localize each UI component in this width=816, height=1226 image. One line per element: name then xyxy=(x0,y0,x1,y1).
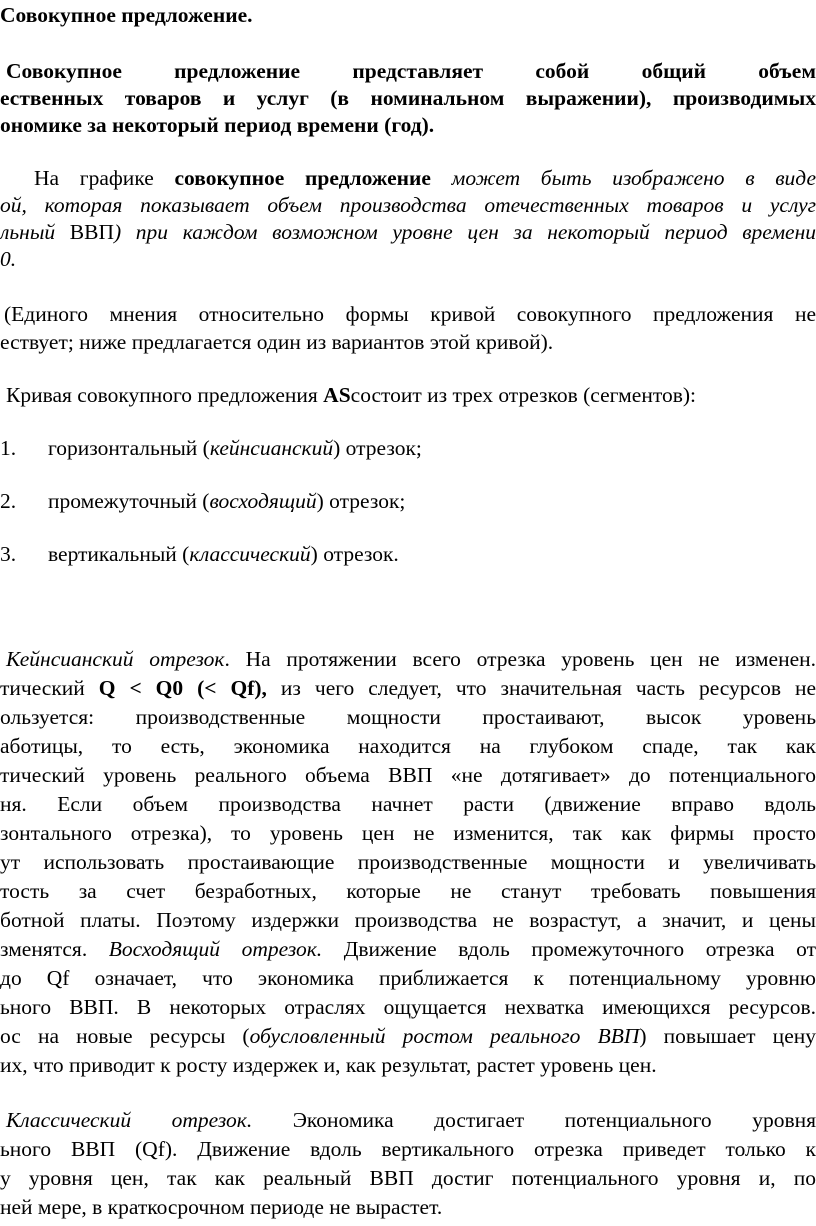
as-curve-line: Кривая совокупного предложения ASсостоит из трех отрезков (сегментов): xyxy=(6,383,696,407)
keynes-line-5: тический уровень реального объема ВВП «не дотягивает» до потенциального xyxy=(0,763,816,787)
graph-para-line-2: ой, которая показывает объем производства отечественных товаров и услуг xyxy=(0,193,816,217)
keynes-line-7: зонтального отрезка), то уровень цен не изменится, так как фирмы просто xyxy=(0,821,816,845)
keynes-line-2: тический Q < Q0 (< Qf), из чего следует, что значительная часть ресурсов не xyxy=(0,676,816,700)
keynes-line-1: Кейнсианский отрезок. На протяжении всего отрезка уровень цен не изменен. xyxy=(6,647,816,671)
keynes-line-4: аботицы, то есть, экономика находится на глубоком спаде, так как xyxy=(0,734,816,758)
classic-line-3: у уровня цен, так как реальный ВВП достиг потенциального уровня и, по xyxy=(0,1166,816,1190)
list-item-number: 3. xyxy=(0,542,17,566)
classic-line-1: Классический отрезок. Экономика достигает потенциального уровня xyxy=(6,1108,816,1132)
list-item-number: 1. xyxy=(0,436,17,460)
list-item-number: 2. xyxy=(0,489,17,513)
graph-para-line-4: 0. xyxy=(0,247,17,271)
definition-line-3: ономике за некоторый период времени (год). xyxy=(0,113,435,137)
keynes-line-15: их, что приводит к росту издержек и, как результат, растет уровень цен. xyxy=(0,1053,657,1077)
list-item: 1. горизонтальный (кейнсианский) отрезок; xyxy=(0,436,422,460)
opinion-line-2: ествует; ниже предлагается один из вариантов этой кривой). xyxy=(0,330,554,354)
keynes-line-12: до Qf означает, что экономика приближается к потенциальному уровню xyxy=(0,966,816,990)
definition-line-1: Совокупное предложение представляет собой общий объем xyxy=(6,59,816,83)
keynes-line-6: ня. Если объем производства начнет расти (движение вправо вдоль xyxy=(0,792,816,816)
page-title: Совокупное предложение. xyxy=(0,3,253,27)
graph-para-line-3: льный ВВП) при каждом возможном уровне цен за некоторый период времени xyxy=(0,220,816,244)
keynes-line-10: ботной платы. Поэтому издержки производства не возрастут, а значит, и цены xyxy=(0,908,816,932)
list-item: 2. промежуточный (восходящий) отрезок; xyxy=(0,489,406,513)
classic-line-2: ьного ВВП (Qf). Движение вдоль вертикального отрезка приведет только к xyxy=(0,1137,816,1161)
list-item: 3. вертикальный (классический) отрезок. xyxy=(0,542,399,566)
keynes-line-11: зменятся. Восходящий отрезок. Движение вдоль промежуточного отрезка от xyxy=(0,937,816,961)
keynes-line-3: ользуется: производственные мощности простаивают, высок уровень xyxy=(0,705,816,729)
keynes-line-9: тость за счет безработных, которые не станут требовать повышения xyxy=(0,879,816,903)
graph-para-line-1: На графике совокупное предложение может быть изображено в виде xyxy=(34,166,816,190)
keynes-line-14: ос на новые ресурсы (обусловленный ростом реального ВВП) повышает цену xyxy=(0,1024,816,1048)
classic-line-4: ней мере, в краткосрочном периоде не вырастет. xyxy=(0,1195,443,1219)
keynes-line-8: ут использовать простаивающие производственные мощности и увеличивать xyxy=(0,850,816,874)
keynes-line-13: ьного ВВП. В некоторых отраслях ощущается нехватка имеющихся ресурсов. xyxy=(0,995,816,1019)
opinion-line-1: (Единого мнения относительно формы кривой совокупного предложения не xyxy=(4,302,816,326)
definition-line-2: ественных товаров и услуг (в номинальном выражении), производимых xyxy=(0,86,816,110)
